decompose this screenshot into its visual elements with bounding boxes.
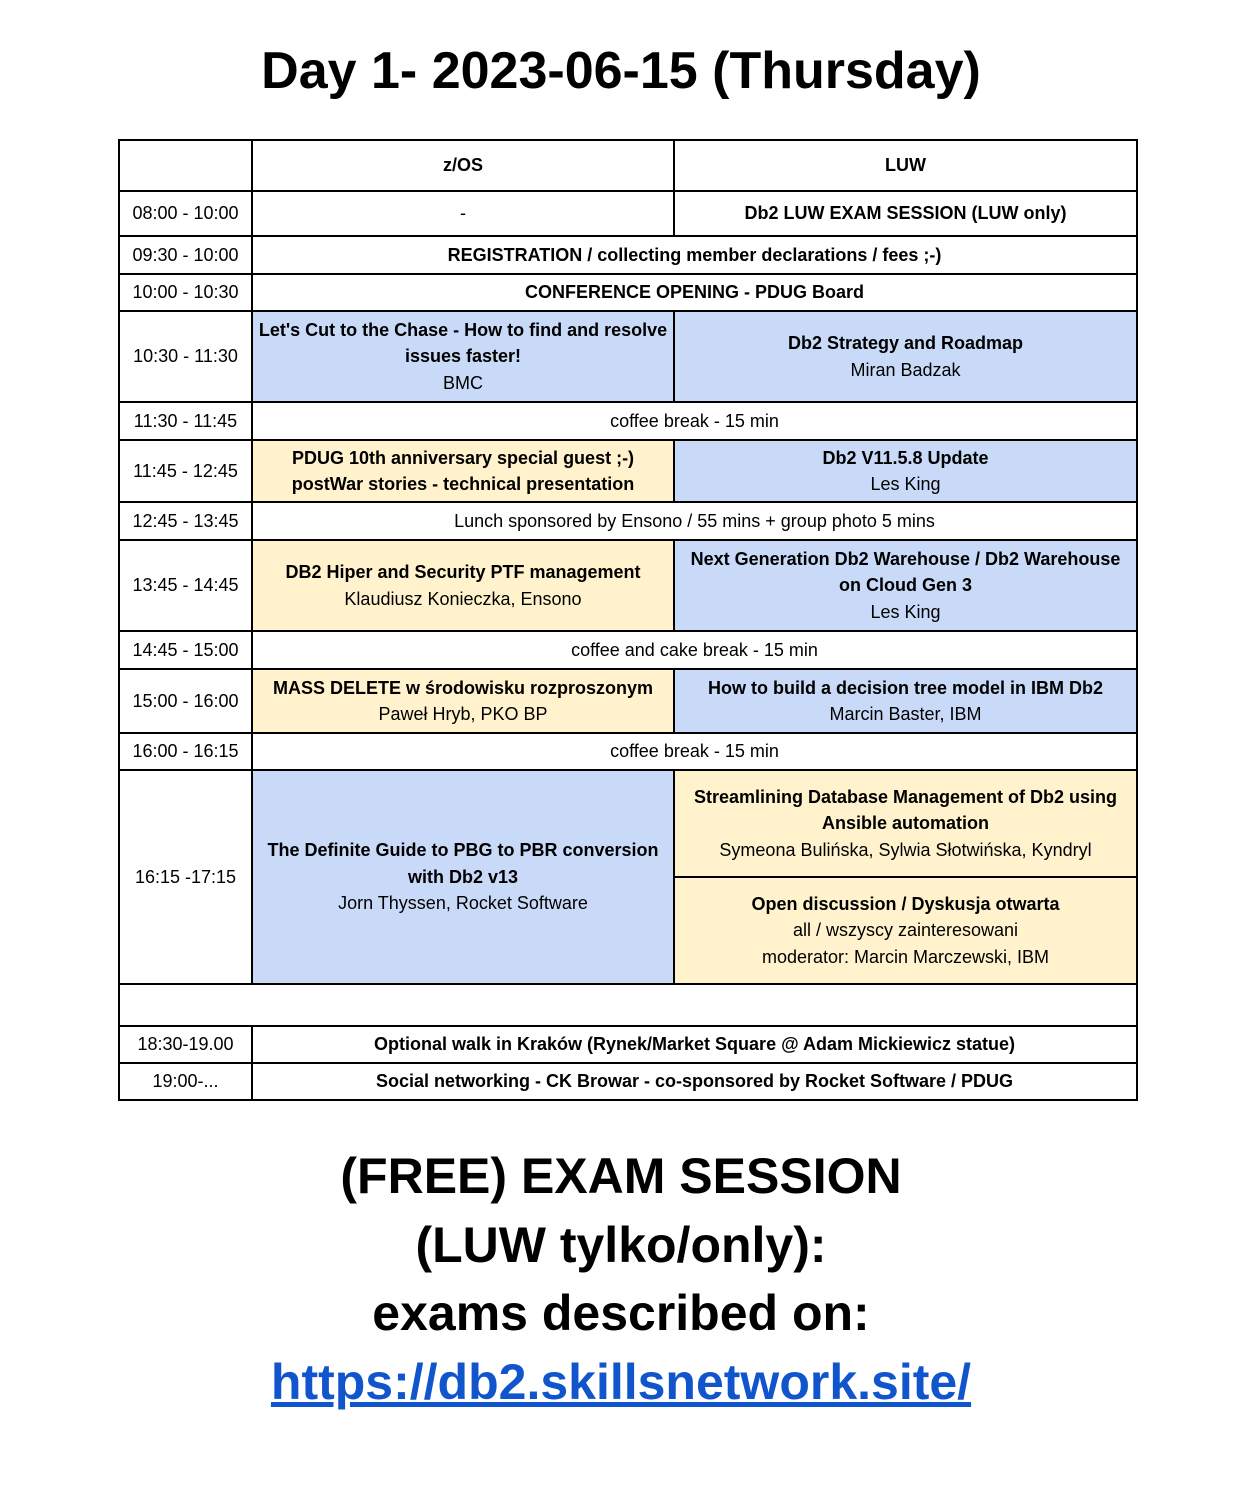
time-cell: 15:00 - 16:00 <box>119 669 252 733</box>
table-row <box>119 669 1137 733</box>
time-cell: 18:30-19.00 <box>119 1026 252 1063</box>
session-title-line2: postWar stories - technical presentation <box>291 474 635 494</box>
luw-session-cell <box>674 540 1137 631</box>
break-cell: coffee break - 15 min <box>252 733 1137 770</box>
session-speaker: BMC <box>443 372 483 393</box>
empty-cell <box>119 984 1137 1026</box>
session-moderator: moderator: Marcin Marczewski, IBM <box>761 946 1050 967</box>
session-speaker: Miran Badzak <box>850 359 961 380</box>
session-speaker: Klaudiusz Konieczka, Ensono <box>344 588 582 609</box>
session-title: The Definite Guide to PBG to PBR conversion with Db2 v13 <box>267 840 659 887</box>
table-row <box>119 191 1137 236</box>
table-row <box>119 274 1137 311</box>
exam-link[interactable]: https://db2.skillsnetwork.site/ <box>270 1354 972 1410</box>
session-title: Db2 V11.5.8 Update <box>822 447 989 468</box>
session-title: Next Generation Db2 Warehouse / Db2 Warehouse on Cloud Gen 3 <box>690 548 1121 596</box>
time-cell: 10:30 - 11:30 <box>119 311 252 402</box>
session-title: DB2 Hiper and Security PTF management <box>285 562 641 582</box>
session-speaker: Jorn Thyssen, Rocket Software <box>338 893 588 914</box>
time-cell: 10:00 - 10:30 <box>119 274 252 311</box>
zos-session-cell <box>252 669 674 733</box>
session-title: PDUG 10th anniversary special guest ;-) <box>291 447 635 468</box>
session-speaker: Paweł Hryb, PKO BP <box>378 704 548 724</box>
table-row <box>119 311 1137 402</box>
time-cell: 16:15 -17:15 <box>119 770 252 984</box>
full-width-cell <box>252 1026 1137 1063</box>
exam-heading-line2: (LUW tylko/only): <box>415 1217 827 1273</box>
time-cell: 16:00 - 16:15 <box>119 733 252 770</box>
schedule-table <box>118 139 1138 1101</box>
table-row-empty <box>119 984 1137 1026</box>
header-empty-cell <box>119 140 252 191</box>
full-width-cell <box>252 1063 1137 1100</box>
exam-link-wrapper <box>0 1348 1242 1416</box>
session-title: How to build a decision tree model in IBM Db2 <box>707 677 1104 698</box>
zos-session-cell <box>252 440 674 502</box>
zos-session-cell <box>252 770 674 984</box>
time-cell: 09:30 - 10:00 <box>119 236 252 274</box>
session-speaker: Les King <box>870 601 941 622</box>
session-title: Db2 LUW EXAM SESSION (LUW only) <box>744 203 1067 224</box>
session-speaker: Marcin Baster, IBM <box>829 704 982 724</box>
session-audience: all / wszyscy zainteresowani <box>792 920 1019 941</box>
walk-text: Optional walk in Kraków (Rynek/Market Square @ Adam Mickiewicz statue) <box>373 1034 1016 1055</box>
header-zos: z/OS <box>252 140 674 191</box>
time-cell: 11:30 - 11:45 <box>119 402 252 440</box>
time-cell: 19:00-... <box>119 1063 252 1100</box>
table-row <box>119 236 1137 274</box>
header-luw: LUW <box>674 140 1137 191</box>
table-row <box>119 502 1137 540</box>
table-row <box>119 440 1137 502</box>
luw-session-cell <box>674 311 1137 402</box>
session-speaker: Symeona Bulińska, Sylwia Słotwińska, Kyndryl <box>719 839 1092 860</box>
session-speaker: Les King <box>870 474 941 494</box>
luw-session-cell <box>674 669 1137 733</box>
page-title: Day 1- 2023-06-15 (Thursday) <box>261 42 981 100</box>
table-row <box>119 631 1137 669</box>
session-title: Streamlining Database Management of Db2 using Ansible automation <box>693 786 1118 834</box>
exam-heading-line3: exams described on: <box>372 1285 870 1341</box>
time-cell: 12:45 - 13:45 <box>119 502 252 540</box>
table-row <box>119 1063 1137 1100</box>
session-title: Db2 Strategy and Roadmap <box>787 333 1024 353</box>
opening-text: CONFERENCE OPENING - PDUG Board <box>524 282 865 303</box>
luw-cell <box>674 191 1137 236</box>
zos-cell: - <box>252 191 674 236</box>
table-row <box>119 1026 1137 1063</box>
time-cell: 14:45 - 15:00 <box>119 631 252 669</box>
time-cell: 13:45 - 14:45 <box>119 540 252 631</box>
table-row <box>119 402 1137 440</box>
time-cell: 11:45 - 12:45 <box>119 440 252 502</box>
session-title: Let's Cut to the Chase - How to find and resolve issues faster! <box>258 319 668 367</box>
break-cell: coffee and cake break - 15 min <box>252 631 1137 669</box>
session-title: MASS DELETE w środowisku rozproszonym <box>272 677 654 698</box>
zos-session-cell <box>252 540 674 631</box>
registration-text: REGISTRATION / collecting member declarations / fees ;-) <box>447 244 942 265</box>
full-width-cell <box>252 236 1137 274</box>
session-title: Open discussion / Dyskusja otwarta <box>751 893 1060 914</box>
table-row <box>119 540 1137 631</box>
table-row <box>119 770 1137 877</box>
full-width-cell <box>252 274 1137 311</box>
exam-heading-line1: (FREE) EXAM SESSION <box>340 1148 902 1204</box>
time-cell: 08:00 - 10:00 <box>119 191 252 236</box>
luw-session-cell <box>674 770 1137 877</box>
break-cell: coffee break - 15 min <box>252 402 1137 440</box>
networking-text: Social networking - CK Browar - co-sponsored by Rocket Software / PDUG <box>375 1071 1014 1092</box>
table-header-row <box>119 140 1137 191</box>
table-row <box>119 733 1137 770</box>
luw-session-cell <box>674 440 1137 502</box>
luw-session-cell <box>674 877 1137 984</box>
zos-session-cell <box>252 311 674 402</box>
lunch-cell: Lunch sponsored by Ensono / 55 mins + group photo 5 mins <box>252 502 1137 540</box>
